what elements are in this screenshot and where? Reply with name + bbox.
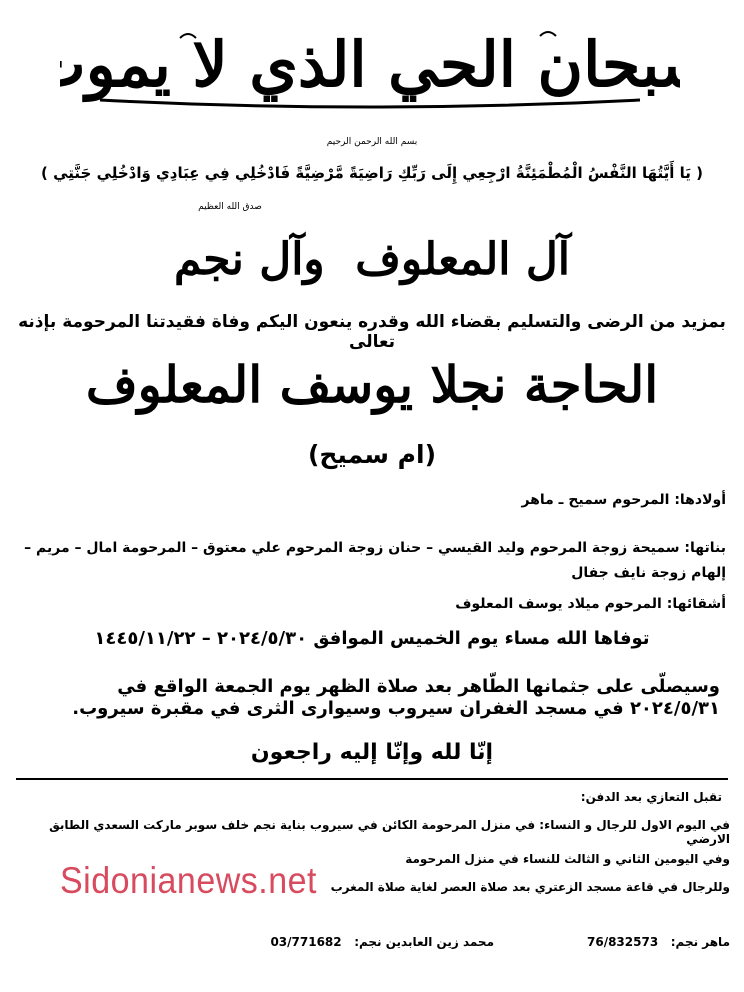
condolences-men: وللرجال في قاعة مسجد الزعتري بعد صلاة العصر لغاية صلاة المغرب: [330, 880, 730, 894]
intro-text: بمزيد من الرضى والتسليم بقضاء الله وقدره ينعون اليكم وفاة فقيدتنا المرحومة بإذنه تعالى: [18, 312, 726, 352]
sons-line: أولادها: المرحوم سميح ـ ماهر: [521, 492, 726, 508]
death-notice: توفاها الله مساء يوم الخميس الموافق ٢٠٢٤/٥/٣٠ – ١٤٤٥/١١/٢٢: [94, 628, 650, 649]
calligraphy-logo: [60, 18, 680, 118]
contact-phone: 76/832573: [587, 935, 659, 949]
quran-verse: ( يَا أَيَّتُهَا النَّفْسُ الْمُطْمَئِنَّةُ ارْجِعِي إِلَى رَبِّكِ رَاضِيَةً مَّرْضِيَّةً فَادْخُلِي فِي عِبَادِي وَادْخُلِي جَنَّتِي ): [41, 164, 703, 182]
deceased-name: الحاجة نجلا يوسف المعلوف: [85, 355, 659, 414]
contact-label: ماهر نجم:: [670, 935, 730, 949]
condolences-day1: في اليوم الاول للرجال و النساء: في منزل المرحومة الكائن في سيروب بناية نجم خلف سوبر ماركت السعدي الطابق الارضي: [49, 818, 730, 846]
condolences-day2-3: وفي اليومين الثاني و الثالث للنساء في منزل المرحومة: [405, 852, 730, 866]
watermark: Sidonianews.net: [60, 860, 318, 902]
closing-phrase: إنّا لله وإنّا إليه راجعون: [250, 740, 494, 765]
divider: [16, 778, 728, 780]
basmala: بسم الله الرحمن الرحيم: [326, 137, 418, 147]
contact-maher: [587, 935, 730, 949]
calligraphy-text: سبحان الحي الذي لا يموت: [60, 28, 680, 101]
condolences-title: تقبل التعازي بعد الدفن:: [580, 790, 722, 804]
contact-mohamad: [270, 935, 494, 949]
funeral-info: وسيصلّى على جثمانها الطّاهر بعد صلاة الظهر يوم الجمعة الواقع في ٢٠٢٤/٥/٣١ في مسجد الغفران سيروب وسيوارى الثرى في مقبرة سيروب.: [72, 676, 720, 719]
daughters-line: بناتها: سميحة زوجة المرحوم وليد القيسي – حنان زوجة المرحوم علي معتوق – المرحومة امال – مريم – إلهام زوجة نايف جفال: [24, 540, 726, 581]
siblings-line: أشقائها: المرحوم ميلاد يوسف المعلوف: [455, 596, 726, 612]
contact-phone: 03/771682: [270, 935, 342, 949]
sadaq-text: صدق الله العظيم: [198, 202, 262, 212]
header-calligraphy: [60, 18, 680, 118]
family-names: آل المعلوف وآل نجم: [173, 234, 571, 285]
deceased-kunya: (ام سميح): [307, 440, 436, 469]
contact-label: محمد زين العابدين نجم:: [354, 935, 494, 949]
